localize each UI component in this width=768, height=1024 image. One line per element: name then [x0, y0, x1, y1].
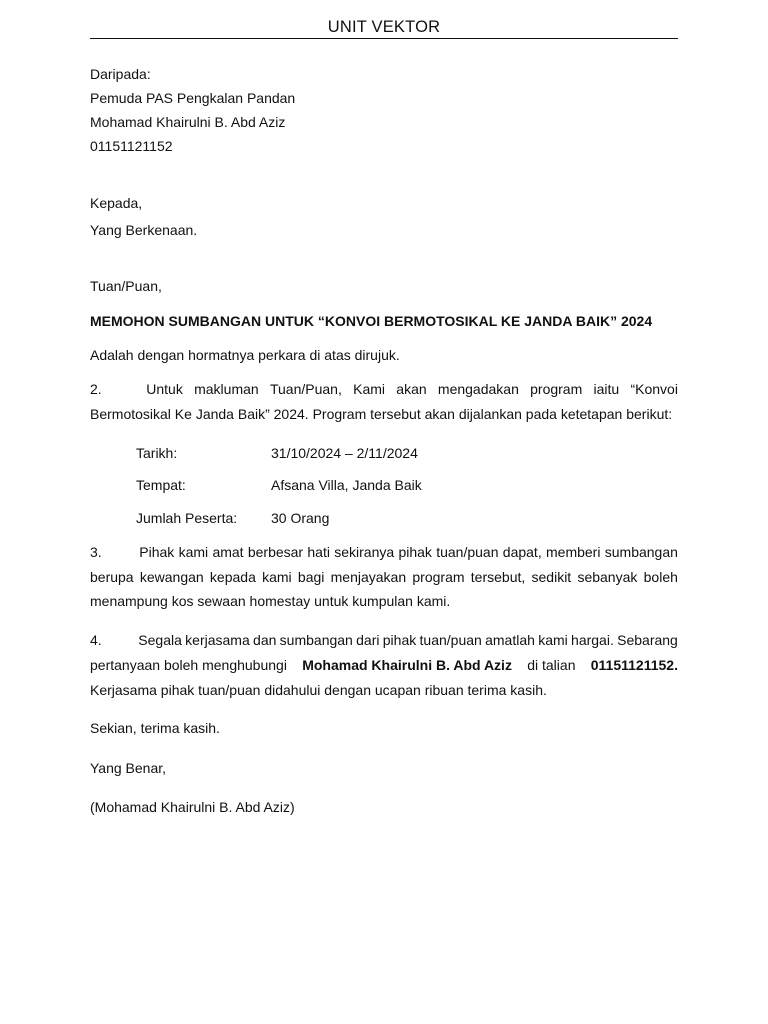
contact-name: Mohamad Khairulni B. Abd Aziz — [302, 657, 512, 673]
para3-word: tersebut, — [470, 569, 526, 585]
para2-word: “Konvoi — [630, 381, 678, 397]
para3-word: sekiranya — [334, 544, 395, 560]
para2-line1 — [90, 381, 678, 397]
recipient-name: Yang Berkenaan. — [90, 222, 198, 238]
sender-organization: Pemuda PAS Pengkalan Pandan — [90, 90, 296, 106]
contact-phone: 01151121152. — [590, 657, 678, 673]
signature-name: (Mohamad Khairulni B. Abd Aziz) — [90, 799, 295, 815]
para4-word: kerjasama — [185, 632, 250, 648]
sender-phone: 01151121152 — [90, 138, 173, 154]
para3-word: menjayakan — [330, 569, 407, 585]
detail-value-participants: 30 Orang — [271, 510, 330, 526]
para4-word: dari — [356, 632, 380, 648]
sender-label: Daripada: — [90, 66, 151, 82]
para3-word: sedikit — [531, 569, 572, 585]
para3-word: sebanyak — [577, 569, 638, 585]
para4-word: Sebarang — [617, 632, 678, 648]
para3-word: boleh — [643, 569, 678, 585]
para3-word: dapat, — [502, 544, 542, 560]
para3-word: amat — [212, 544, 244, 560]
para2-word: makluman — [194, 381, 259, 397]
para3-word: memberi — [546, 544, 601, 560]
para3-word: kami — [262, 569, 292, 585]
para4-text: di talian — [527, 657, 576, 673]
para3-line1 — [90, 544, 678, 560]
detail-label-participants: Jumlah Peserta: — [136, 510, 238, 526]
detail-value-date: 31/10/2024 – 2/11/2024 — [271, 445, 418, 461]
para2-word: Untuk — [146, 381, 183, 397]
para4-line2 — [90, 657, 678, 673]
para4-word: tuan/puan — [419, 632, 482, 648]
para3-word: bagi — [297, 569, 325, 585]
para3-word: kami — [178, 544, 209, 560]
para4-line3: Kerjasama pihak tuan/puan didahului dengan ucapan ribuan terima kasih. — [90, 682, 547, 698]
para2-word: Tuan/Puan, — [269, 381, 342, 397]
para2-line2: Bermotosikal Ke Janda Baik” 2024. Program tersebut akan dijalankan pada ketetapan berikut: — [90, 406, 673, 422]
para2-word: akan — [396, 381, 427, 397]
letter-subject: MEMOHON SUMBANGAN UNTUK “KONVOI BERMOTOSIKAL KE JANDA BAIK” 2024 — [90, 313, 653, 329]
para3-word: pihak — [398, 544, 432, 560]
para4-number: 4. — [90, 632, 102, 648]
para3-word: Pihak — [139, 544, 175, 560]
para3-line2 — [90, 569, 678, 585]
para3-word: sumbangan — [604, 544, 678, 560]
signoff-text: Yang Benar, — [90, 760, 167, 776]
para4-word: hargai. — [571, 632, 614, 648]
detail-label-venue: Tempat: — [136, 477, 186, 493]
sender-name: Mohamad Khairulni B. Abd Aziz — [90, 114, 286, 130]
para2-word: program — [530, 381, 583, 397]
letterhead-title: UNIT VEKTOR — [327, 18, 441, 36]
para3-number: 3. — [90, 544, 102, 560]
para3-word: program — [412, 569, 465, 585]
para2-word: mengadakan — [437, 381, 519, 397]
recipient-label: Kepada, — [90, 195, 143, 211]
para4-word: amatlah — [485, 632, 535, 648]
para4-word: Segala — [138, 632, 182, 648]
closing-text: Sekian, terima kasih. — [90, 720, 220, 736]
para4-word: dan — [253, 632, 277, 648]
salutation: Tuan/Puan, — [90, 278, 162, 294]
para3-word: berupa — [90, 569, 134, 585]
para2-word: iaitu — [593, 381, 620, 397]
detail-label-date: Tarikh: — [136, 445, 178, 461]
para3-word: kepada — [209, 569, 256, 585]
para2-word: Kami — [353, 381, 386, 397]
para4-word: pihak — [382, 632, 417, 648]
para3-word: tuan/puan — [436, 544, 499, 560]
para3-word: berbesar — [247, 544, 304, 560]
opening-paragraph: Adalah dengan hormatnya perkara di atas dirujuk. — [90, 347, 400, 363]
detail-value-venue: Afsana Villa, Janda Baik — [271, 477, 422, 493]
para4-line1 — [90, 632, 678, 648]
para3-word: hati — [307, 544, 330, 560]
letterhead-rule — [90, 38, 678, 39]
para3-word: kewangan — [139, 569, 204, 585]
para4-word: kami — [538, 632, 568, 648]
para3-line3: menampung kos sewaan homestay untuk kumpulan kami. — [90, 593, 451, 609]
para4-word: sumbangan — [279, 632, 353, 648]
para4-text: pertanyaan boleh menghubungi — [90, 657, 287, 673]
para2-number: 2. — [90, 381, 102, 397]
